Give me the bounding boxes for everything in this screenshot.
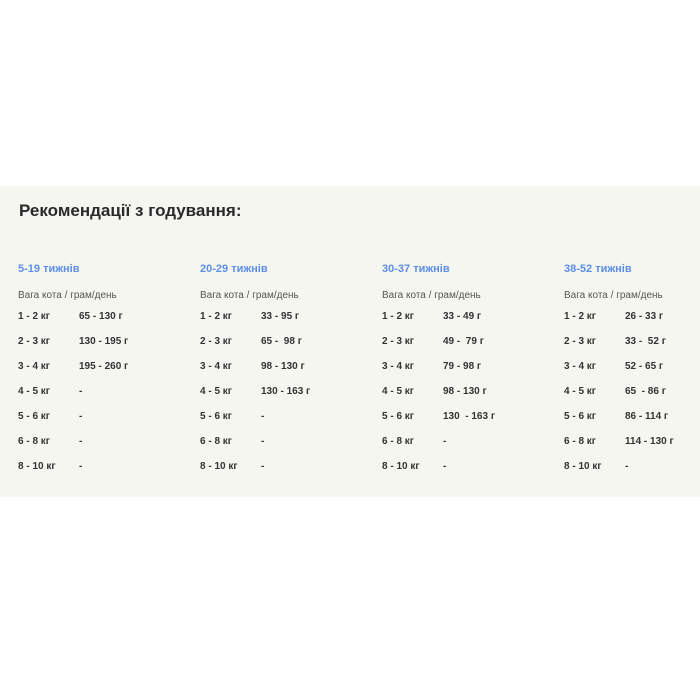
table-row xyxy=(18,461,193,486)
grams-cell: - xyxy=(79,411,83,422)
grams-cell: 195 - 260 г xyxy=(79,361,129,372)
grams-cell: - xyxy=(261,411,265,422)
weight-cell: 3 - 4 кг xyxy=(564,361,596,372)
grams-cell: - xyxy=(79,386,83,397)
table-row xyxy=(382,311,557,336)
grams-cell: 26 - 33 г xyxy=(625,311,664,322)
table-row xyxy=(200,336,375,361)
column-30-37-weeks xyxy=(382,262,557,486)
table-row xyxy=(200,386,375,411)
table-row xyxy=(564,411,700,436)
table-row xyxy=(200,436,375,461)
column-5-19-weeks xyxy=(18,262,193,486)
column-20-29-weeks xyxy=(200,262,375,486)
weight-cell: 6 - 8 кг xyxy=(382,436,414,447)
weight-cell: 5 - 6 кг xyxy=(200,411,232,422)
weight-cell: 4 - 5 кг xyxy=(564,386,596,397)
table-row xyxy=(382,386,557,411)
grams-cell: 98 - 130 г xyxy=(261,361,305,372)
column-subheading: Вага кота / грам/день xyxy=(200,290,299,301)
grams-cell: - xyxy=(625,461,629,472)
table-row xyxy=(18,361,193,386)
table-row xyxy=(382,336,557,361)
weight-cell: 4 - 5 кг xyxy=(18,386,50,397)
grams-cell: - xyxy=(79,436,83,447)
table-row xyxy=(564,311,700,336)
grams-cell: 33 - 95 г xyxy=(261,311,300,322)
column-38-52-weeks xyxy=(564,262,700,486)
table-row xyxy=(18,411,193,436)
weight-cell: 6 - 8 кг xyxy=(200,436,232,447)
column-heading: 38-52 тижнів xyxy=(564,263,632,275)
grams-cell: 33 - 52 г xyxy=(625,336,666,347)
table-row xyxy=(18,336,193,361)
weight-cell: 8 - 10 кг xyxy=(200,461,238,472)
weight-cell: 5 - 6 кг xyxy=(564,411,596,422)
grams-cell: - xyxy=(79,461,83,472)
table-row xyxy=(200,361,375,386)
page-title: Рекомендації з годування: xyxy=(19,201,242,220)
weight-cell: 6 - 8 кг xyxy=(18,436,50,447)
grams-cell: - xyxy=(261,436,265,447)
table-row xyxy=(564,361,700,386)
table-row xyxy=(382,461,557,486)
weight-cell: 2 - 3 кг xyxy=(564,336,596,347)
column-heading: 5-19 тижнів xyxy=(18,263,80,275)
weight-cell: 2 - 3 кг xyxy=(18,336,50,347)
table-row xyxy=(564,436,700,461)
grams-cell: 65 - 130 г xyxy=(79,311,123,322)
column-subheading: Вага кота / грам/день xyxy=(18,290,117,301)
column-subheading: Вага кота / грам/день xyxy=(382,290,481,301)
feeding-panel xyxy=(0,186,700,497)
column-heading: 20-29 тижнів xyxy=(200,263,268,275)
weight-cell: 6 - 8 кг xyxy=(564,436,596,447)
column-heading: 30-37 тижнів xyxy=(382,263,450,275)
table-row xyxy=(564,386,700,411)
weight-cell: 8 - 10 кг xyxy=(564,461,602,472)
table-row xyxy=(200,461,375,486)
grams-cell: 130 - 163 г xyxy=(261,386,311,397)
weight-cell: 8 - 10 кг xyxy=(18,461,56,472)
table-row xyxy=(18,311,193,336)
grams-cell: 52 - 65 г xyxy=(625,361,664,372)
grams-cell: 33 - 49 г xyxy=(443,311,482,322)
grams-cell: - xyxy=(443,461,447,472)
weight-cell: 1 - 2 кг xyxy=(18,311,50,322)
weight-cell: 2 - 3 кг xyxy=(200,336,232,347)
table-row xyxy=(18,436,193,461)
weight-cell: 4 - 5 кг xyxy=(382,386,414,397)
weight-cell: 4 - 5 кг xyxy=(200,386,232,397)
table-row xyxy=(382,411,557,436)
column-subheading: Вага кота / грам/день xyxy=(564,290,663,301)
grams-cell: 65 - 86 г xyxy=(625,386,666,397)
weight-cell: 3 - 4 кг xyxy=(18,361,50,372)
grams-cell: 98 - 130 г xyxy=(443,386,487,397)
weight-cell: 1 - 2 кг xyxy=(200,311,232,322)
weight-cell: 5 - 6 кг xyxy=(18,411,50,422)
table-row xyxy=(18,386,193,411)
table-row xyxy=(200,411,375,436)
table-row xyxy=(564,336,700,361)
grams-cell: 86 - 114 г xyxy=(625,411,669,422)
weight-cell: 5 - 6 кг xyxy=(382,411,414,422)
grams-cell: - xyxy=(261,461,265,472)
table-row xyxy=(382,361,557,386)
grams-cell: 114 - 130 г xyxy=(625,436,674,447)
table-row xyxy=(200,311,375,336)
grams-cell: 130 - 163 г xyxy=(443,411,495,422)
weight-cell: 8 - 10 кг xyxy=(382,461,420,472)
grams-cell: 130 - 195 г xyxy=(79,336,129,347)
table-row xyxy=(564,461,700,486)
grams-cell: - xyxy=(443,436,447,447)
weight-cell: 1 - 2 кг xyxy=(382,311,414,322)
table-row xyxy=(382,436,557,461)
grams-cell: 79 - 98 г xyxy=(443,361,482,372)
weight-cell: 3 - 4 кг xyxy=(382,361,414,372)
weight-cell: 3 - 4 кг xyxy=(200,361,232,372)
grams-cell: 65 - 98 г xyxy=(261,336,302,347)
weight-cell: 2 - 3 кг xyxy=(382,336,414,347)
grams-cell: 49 - 79 г xyxy=(443,336,484,347)
weight-cell: 1 - 2 кг xyxy=(564,311,596,322)
